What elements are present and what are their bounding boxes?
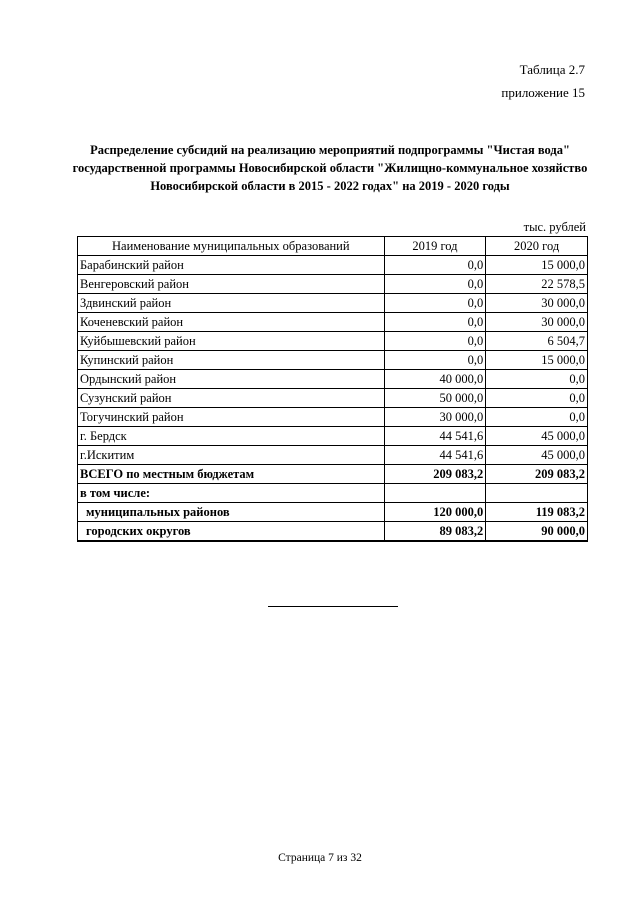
including-row bbox=[78, 484, 588, 503]
cell-2020: 0,0 bbox=[486, 408, 588, 427]
divider-line bbox=[268, 606, 398, 607]
page-number: Страница 7 из 32 bbox=[278, 852, 362, 864]
total-row bbox=[78, 465, 588, 484]
cell-2020: 45 000,0 bbox=[486, 427, 588, 446]
cell-2020: 30 000,0 bbox=[486, 313, 588, 332]
table-row bbox=[78, 408, 588, 427]
cell-name: Коченевский район bbox=[78, 313, 385, 332]
cell-2020: 15 000,0 bbox=[486, 351, 588, 370]
column-header-2019: 2019 год bbox=[384, 237, 486, 256]
table-row bbox=[78, 427, 588, 446]
table-row bbox=[78, 313, 588, 332]
subsidy-table bbox=[77, 236, 588, 542]
cell-name: г. Бердск bbox=[78, 427, 385, 446]
table-header-row bbox=[78, 237, 588, 256]
cell-2019: 0,0 bbox=[384, 256, 486, 275]
column-header-2020: 2020 год bbox=[486, 237, 588, 256]
cell-name: Тогучинский район bbox=[78, 408, 385, 427]
subtotal-districts-2020: 119 083,2 bbox=[486, 503, 588, 522]
total-2019: 209 083,2 bbox=[384, 465, 486, 484]
cell-2019: 0,0 bbox=[384, 332, 486, 351]
cell-name: Сузунский район bbox=[78, 389, 385, 408]
cell-2019: 0,0 bbox=[384, 275, 486, 294]
column-header-name: Наименование муниципальных образований bbox=[78, 237, 385, 256]
cell-2019: 30 000,0 bbox=[384, 408, 486, 427]
table-row bbox=[78, 256, 588, 275]
table-row bbox=[78, 389, 588, 408]
cell-2019: 0,0 bbox=[384, 294, 486, 313]
cell-2020: 0,0 bbox=[486, 389, 588, 408]
cell-2019: 50 000,0 bbox=[384, 389, 486, 408]
cell-name: г.Искитим bbox=[78, 446, 385, 465]
subtotal-row-districts bbox=[78, 503, 588, 522]
appendix-label: приложение 15 bbox=[501, 85, 585, 100]
cell-name: Куйбышевский район bbox=[78, 332, 385, 351]
cell-2019: 40 000,0 bbox=[384, 370, 486, 389]
table-row bbox=[78, 370, 588, 389]
subtotal-districts-2019: 120 000,0 bbox=[384, 503, 486, 522]
cell-2020: 0,0 bbox=[486, 370, 588, 389]
cell-2019: 44 541,6 bbox=[384, 446, 486, 465]
cell-name: Барабинский район bbox=[78, 256, 385, 275]
including-label: в том числе: bbox=[78, 484, 385, 503]
cell-2020: 45 000,0 bbox=[486, 446, 588, 465]
including-2019-empty bbox=[384, 484, 486, 503]
cell-2020: 30 000,0 bbox=[486, 294, 588, 313]
subtotal-cities-label: городских округов bbox=[78, 522, 385, 542]
table-row bbox=[78, 351, 588, 370]
total-2020: 209 083,2 bbox=[486, 465, 588, 484]
cell-2019: 0,0 bbox=[384, 351, 486, 370]
cell-name: Купинский район bbox=[78, 351, 385, 370]
cell-2020: 22 578,5 bbox=[486, 275, 588, 294]
table-row bbox=[78, 294, 588, 313]
cell-name: Здвинский район bbox=[78, 294, 385, 313]
cell-2020: 15 000,0 bbox=[486, 256, 588, 275]
including-2020-empty bbox=[486, 484, 588, 503]
subtotal-cities-2020: 90 000,0 bbox=[486, 522, 588, 542]
subtotal-cities-2019: 89 083,2 bbox=[384, 522, 486, 542]
cell-2019: 44 541,6 bbox=[384, 427, 486, 446]
document-title: Распределение субсидий на реализацию мероприятий подпрограммы "Чистая вода" государственной программы Новосибирской области "Жилищно-коммунальное хозяйство Новосибирской области в 2015 - 2022 годах" на 2019 - 2020 годы bbox=[72, 143, 588, 193]
subtotal-row-cities bbox=[78, 522, 588, 542]
units-label: тыс. рублей bbox=[523, 220, 586, 234]
table-row bbox=[78, 446, 588, 465]
cell-2019: 0,0 bbox=[384, 313, 486, 332]
subtotal-districts-label: муниципальных районов bbox=[78, 503, 385, 522]
cell-name: Ордынский район bbox=[78, 370, 385, 389]
table-body bbox=[78, 256, 588, 542]
total-label: ВСЕГО по местным бюджетам bbox=[78, 465, 385, 484]
cell-name: Венгеровский район bbox=[78, 275, 385, 294]
table-row bbox=[78, 332, 588, 351]
table-number-label: Таблица 2.7 bbox=[519, 62, 585, 77]
table-row bbox=[78, 275, 588, 294]
cell-2020: 6 504,7 bbox=[486, 332, 588, 351]
